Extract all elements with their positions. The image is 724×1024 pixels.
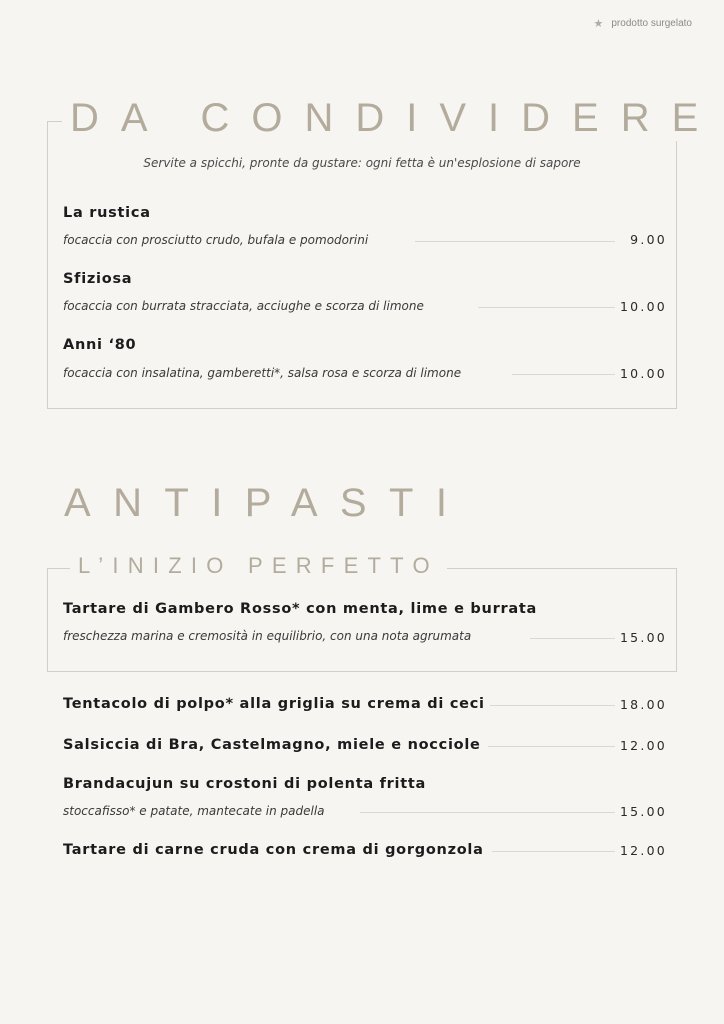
menu-item-name: Sfiziosa [63,271,133,287]
leader-line [415,241,615,242]
menu-item-price: 10.00 [619,299,667,314]
menu-item-name: Tentacolo di polpo* alla griglia su crema di ceci [63,696,485,712]
menu-item-name: Tartare di Gambero Rosso* con menta, lime e burrata [63,601,538,617]
menu-item-description: freschezza marina e cremosità in equilibrio, con una nota agrumata [63,629,472,643]
antipasti-title: ANTIPASTI [64,481,470,525]
leader-line [488,746,615,747]
menu-item-name: Tartare di carne cruda con crema di gorgonzola [63,842,484,858]
menu-item-price: 10.00 [619,366,667,381]
leader-line [530,638,615,639]
share-subtitle: Servite a spicchi, pronte da gustare: ogni fetta è un'esplosione di sapore [143,156,581,170]
menu-item-price: 18.00 [619,697,667,712]
menu-item-description: focaccia con insalatina, gamberetti*, salsa rosa e scorza di limone [63,366,462,380]
menu-item-name: Brandacujun su crostoni di polenta fritta [63,776,427,792]
share-section-title: DA CONDIVIDERE [62,96,724,141]
menu-item-name: Salsiccia di Bra, Castelmagno, miele e nocciole [63,737,481,753]
frozen-product-note [594,17,693,30]
featured-box [47,568,677,672]
menu-item-description: stoccafisso* e patate, mantecate in padella [63,804,325,818]
featured-title: L’INIZIO PERFETTO [70,553,447,579]
menu-item-price: 12.00 [619,843,667,858]
leader-line [478,307,615,308]
menu-item-price: 12.00 [619,738,667,753]
leader-line [490,705,615,706]
frozen-note-label: prodotto surgelato [611,18,692,29]
menu-item-price: 15.00 [619,630,667,645]
menu-item-price: 9.00 [630,232,667,247]
leader-line [360,812,615,813]
leader-line [512,374,615,375]
menu-item-name: La rustica [63,205,151,221]
menu-item-name: Anni ‘80 [63,337,137,353]
leader-line [492,851,615,852]
star-icon: ★ [593,18,604,30]
menu-item-price: 15.00 [619,804,667,819]
menu-item-description: focaccia con burrata stracciata, acciughe e scorza di limone [63,299,424,313]
menu-item-description: focaccia con prosciutto crudo, bufala e pomodorini [63,233,369,247]
